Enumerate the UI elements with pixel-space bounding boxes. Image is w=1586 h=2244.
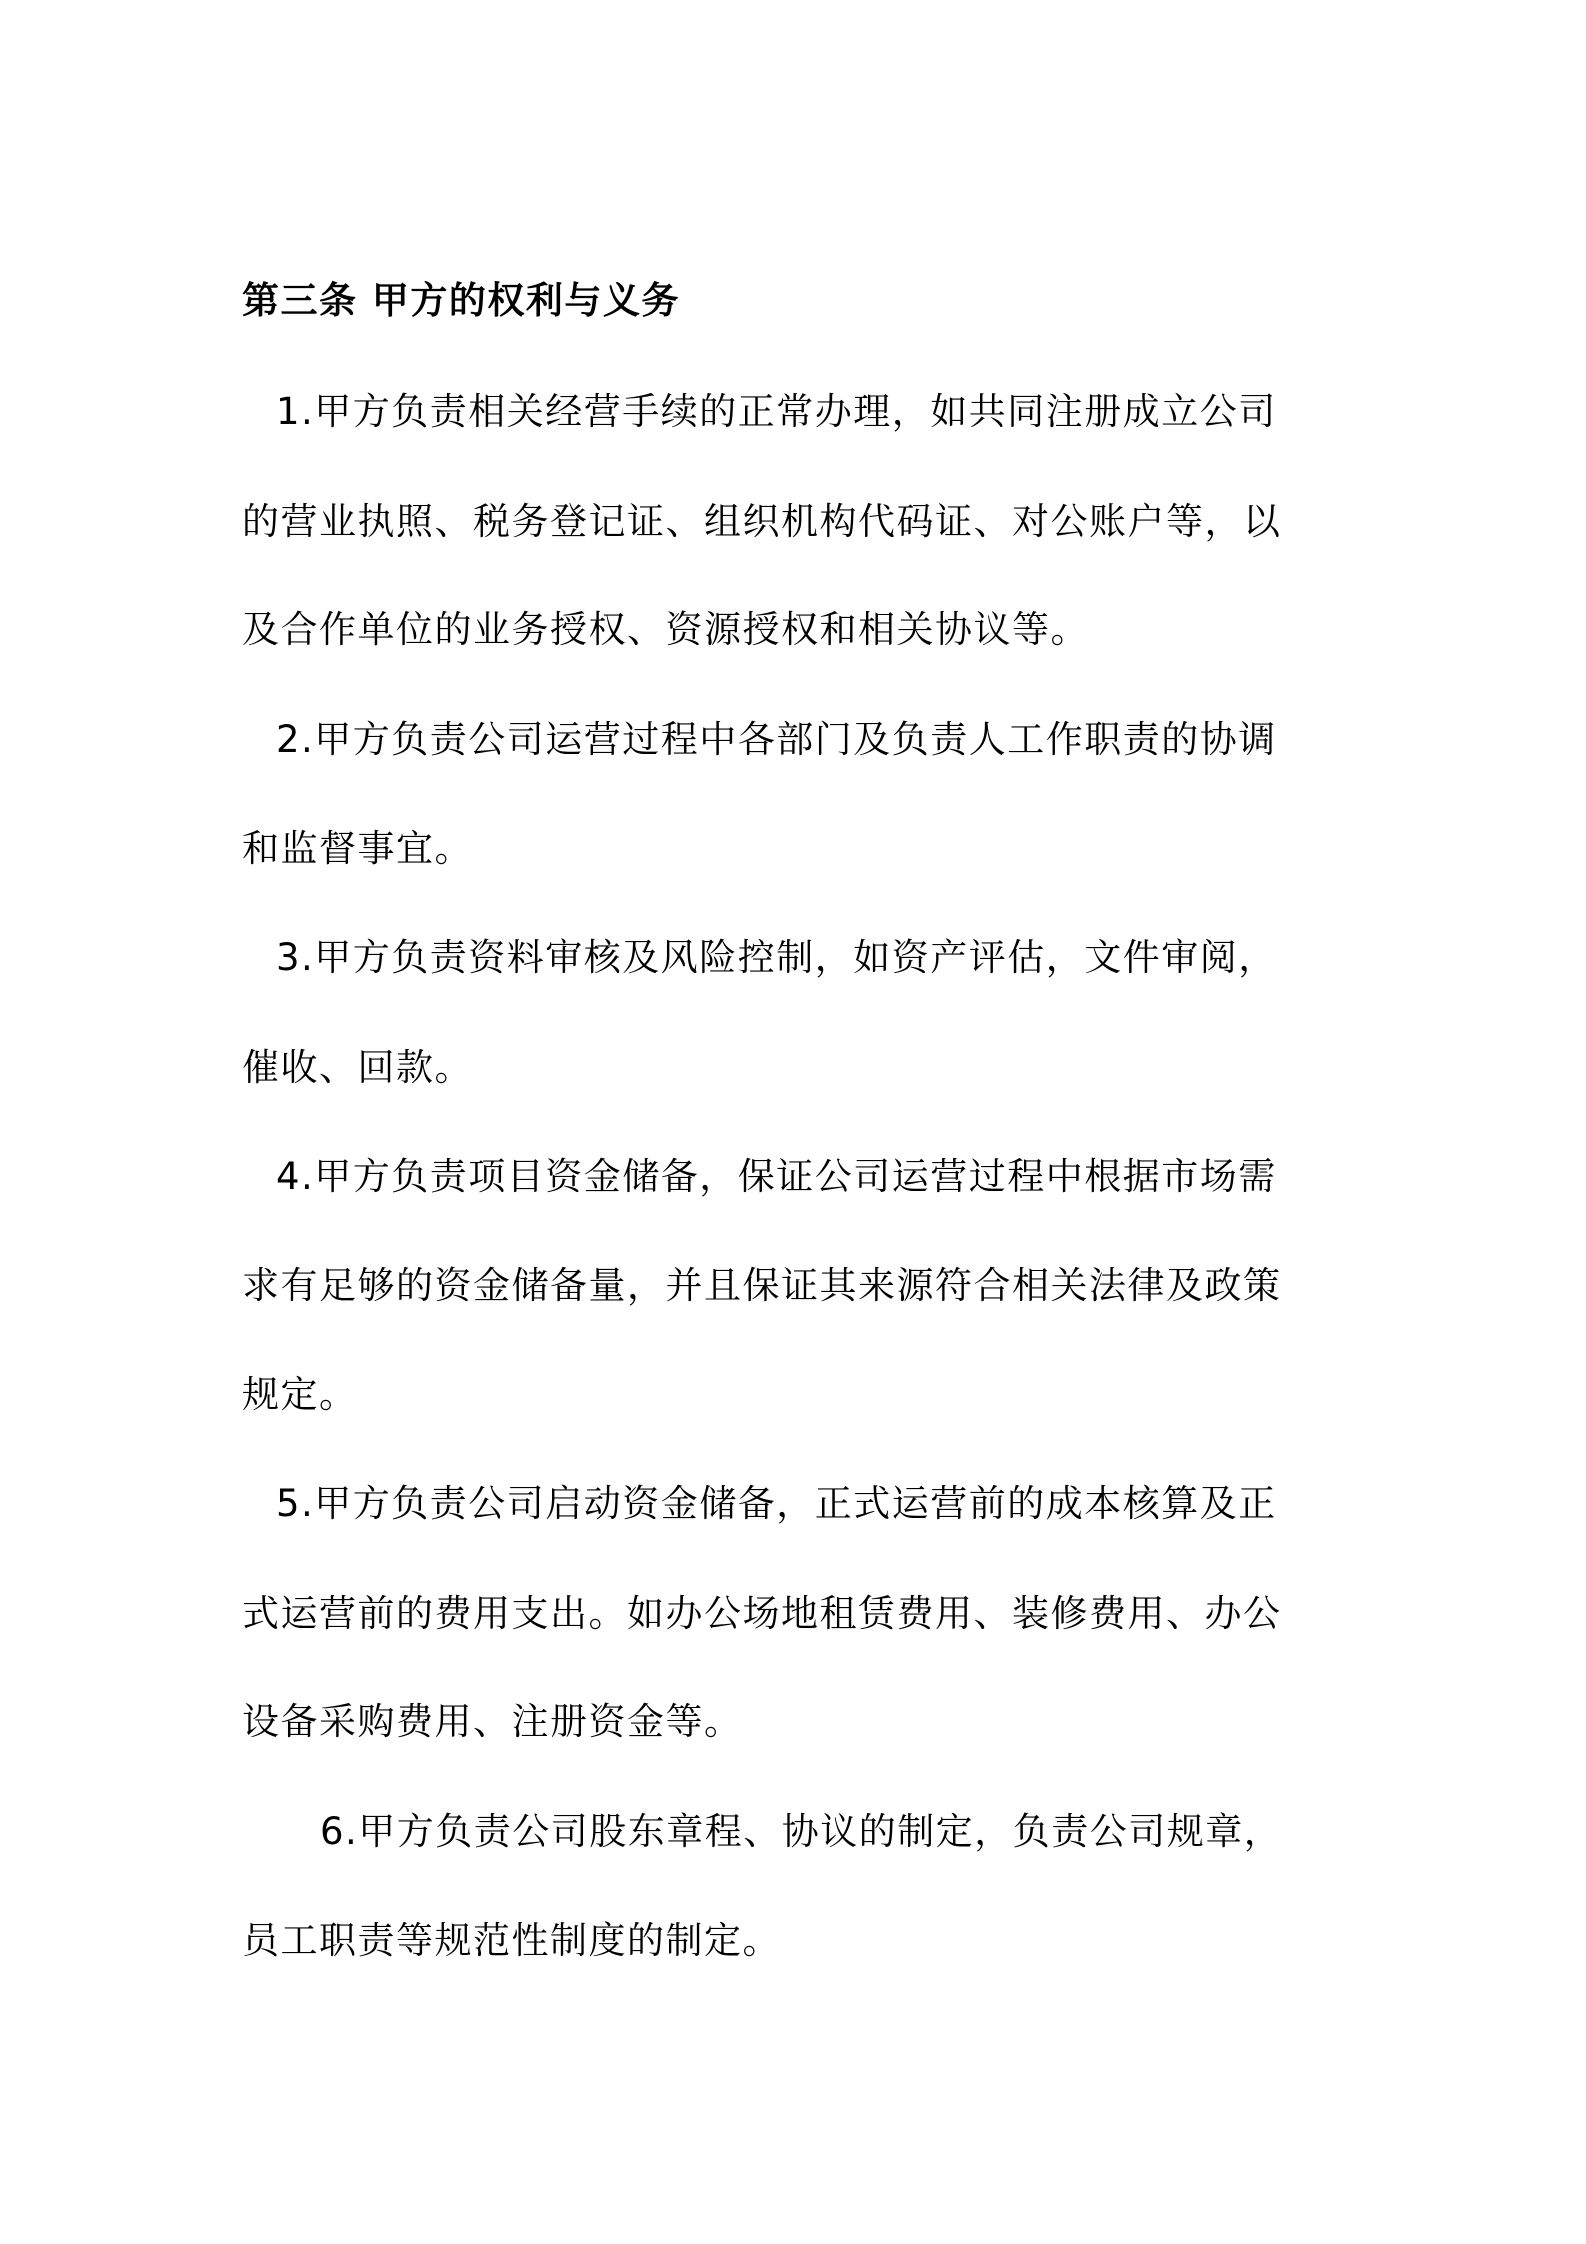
clause-5-line-2: 式运营前的费用支出。如办公场地租赁费用、装修费用、办公 <box>242 1592 1282 1635</box>
clause-4-line-1: 4.甲方负责项目资金储备，保证公司运营过程中根据市场需 <box>276 1155 1277 1198</box>
clause-2-line-1: 2.甲方负责公司运营过程中各部门及负责人工作职责的协调 <box>276 718 1277 761</box>
clause-6-line-2: 员工职责等规范性制度的制定。 <box>242 1919 781 1962</box>
clause-4-line-3: 规定。 <box>242 1373 358 1416</box>
article-heading: 第三条 甲方的权利与义务 <box>242 279 680 322</box>
clause-2-line-2: 和监督事宜。 <box>242 827 473 870</box>
clause-1-line-1: 1.甲方负责相关经营手续的正常办理，如共同注册成立公司 <box>276 390 1277 433</box>
clause-5-line-1: 5.甲方负责公司启动资金储备，正式运营前的成本核算及正 <box>276 1482 1277 1525</box>
clause-1-line-2: 的营业执照、税务登记证、组织机构代码证、对公账户等，以 <box>242 500 1282 543</box>
clause-3-line-2: 催收、回款。 <box>242 1046 473 1089</box>
clause-3-line-1: 3.甲方负责资料审核及风险控制，如资产评估，文件审阅， <box>276 936 1277 979</box>
clause-1-line-3: 及合作单位的业务授权、资源授权和相关协议等。 <box>242 608 1089 651</box>
clause-4-line-2: 求有足够的资金储备量，并且保证其来源符合相关法律及政策 <box>242 1264 1282 1307</box>
clause-6-line-1: 6.甲方负责公司股东章程、协议的制定，负责公司规章， <box>320 1810 1283 1853</box>
clause-5-line-3: 设备采购费用、注册资金等。 <box>242 1700 743 1743</box>
